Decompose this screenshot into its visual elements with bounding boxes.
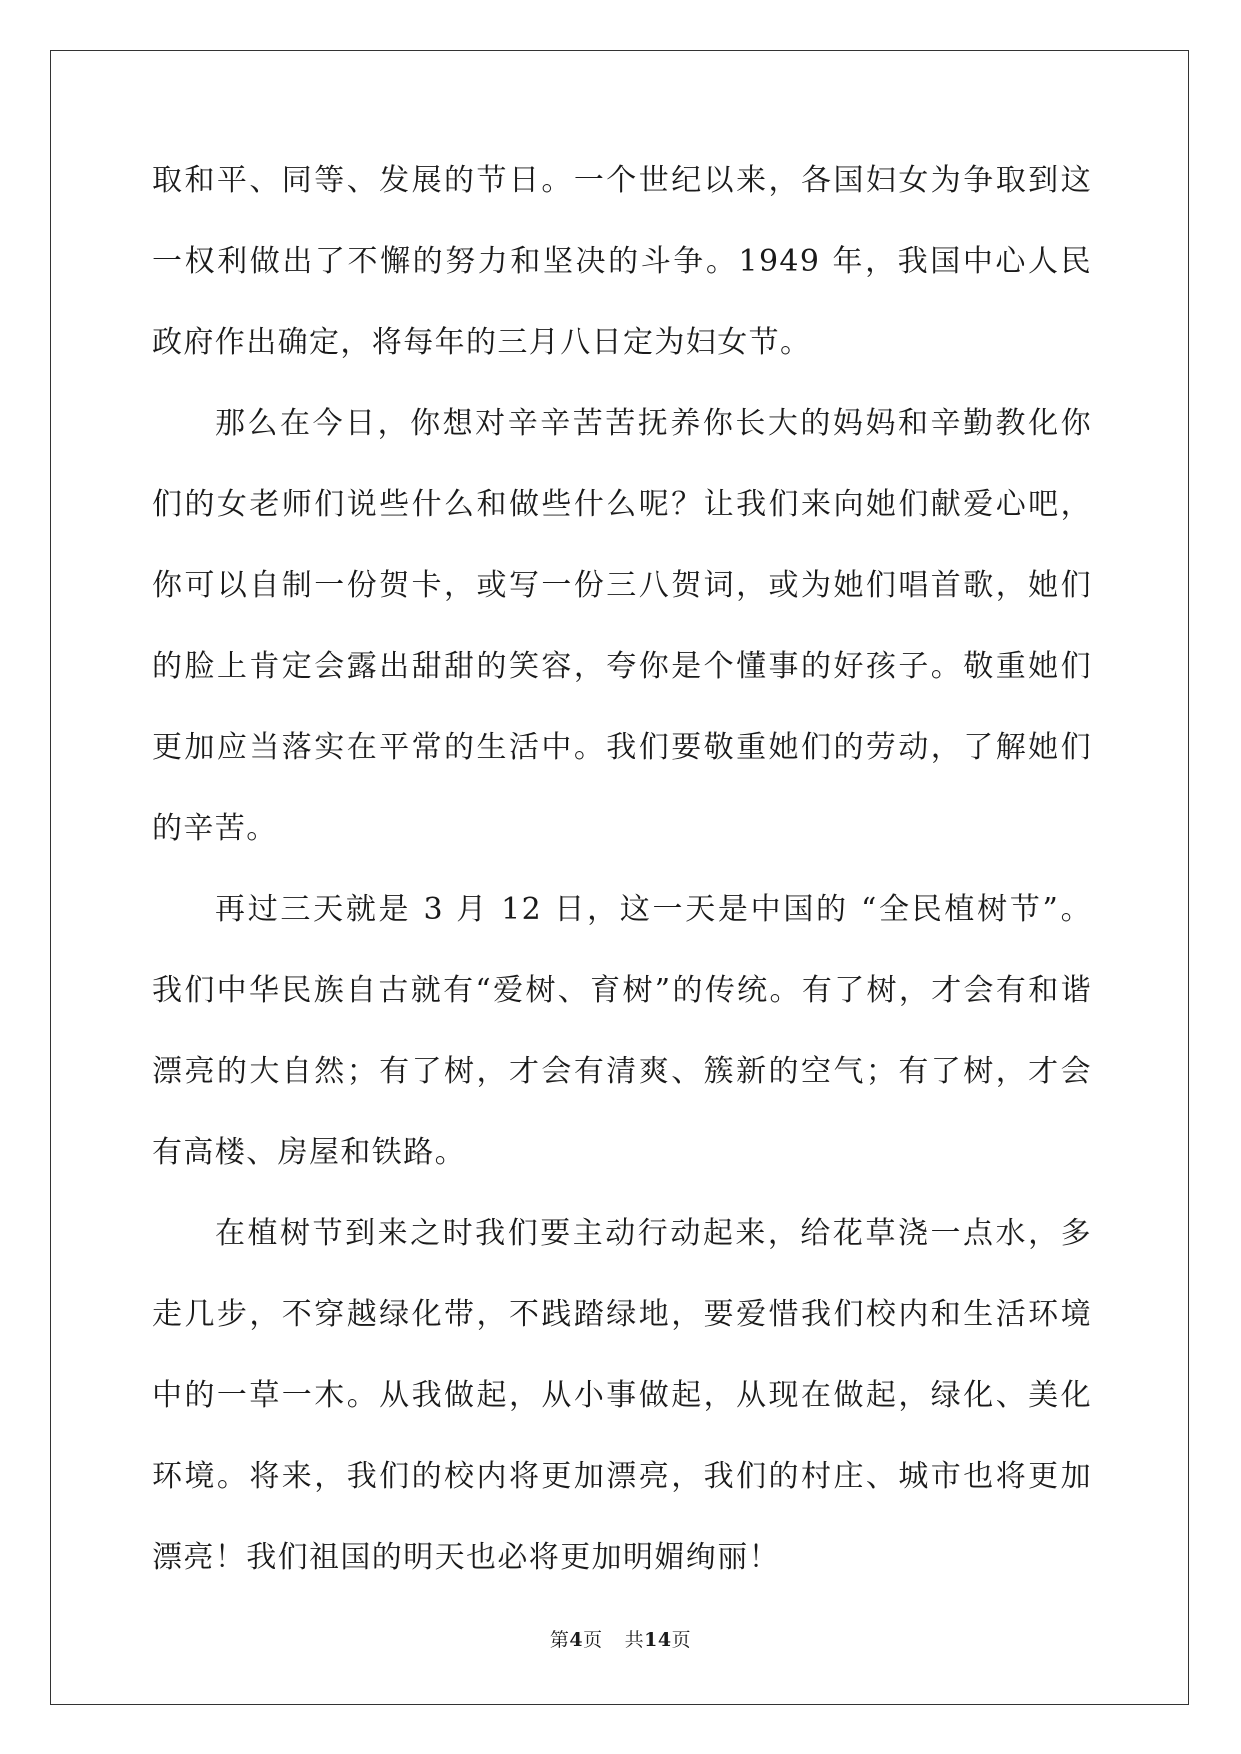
page-suffix: 页 <box>583 1629 603 1651</box>
paragraph-4: 在植树节到来之时我们要主动行动起来，给花草浇一点水，多走几步，不穿越绿化带，不践踏绿地，要爱惜我们校内和生活环境中的一草一木。从我做起，从小事做起，从现在做起，绿化、美化环境。将来，我们的校内将更加漂亮，我们的村庄、城市也将更加漂亮！我们祖国的明天也必将更加明媚绚丽！ <box>152 1216 1092 1575</box>
page-footer <box>0 1625 1241 1652</box>
total-prefix: 共 <box>624 1629 645 1651</box>
paragraph-3: 再过三天就是 3 月 12 日，这一天是中国的 “全民植树节”。 我们中华民族自古就有“爱树、育树”的传统。有了树，才会有和谐漂亮的大自然；有了树，才会有清爽、簇新的空气；有了树，才会有高楼、房屋和铁路。 <box>152 892 1092 1170</box>
paragraph-2: 那么在今日，你想对辛辛苦苦抚养你长大的妈妈和辛勤教化你们的女老师们说些什么和做些什么呢？让我们来向她们献爱心吧，你可以自制一份贺卡，或写一份三八贺词，或为她们唱首歌，她们的脸上肯定会露出甜甜的笑容，夸你是个懂事的好孩子。敬重她们更加应当落实在平常的生活中。我们要敬重她们的劳动，了解她们的辛苦。 <box>152 406 1092 846</box>
total-suffix: 页 <box>671 1629 692 1651</box>
page-number: 4 <box>569 1629 584 1651</box>
paragraph-1: 取和平、同等、发展的节日。一个世纪以来，各国妇女为争取到这一权利做出了不懈的努力和坚决的斗争。1949 年，我国中心人民政府作出确定，将每年的三月八日定为妇女节。 <box>152 163 1092 360</box>
total-pages: 14 <box>644 1629 672 1651</box>
page-prefix: 第 <box>549 1629 570 1651</box>
document-body <box>152 140 1092 1598</box>
